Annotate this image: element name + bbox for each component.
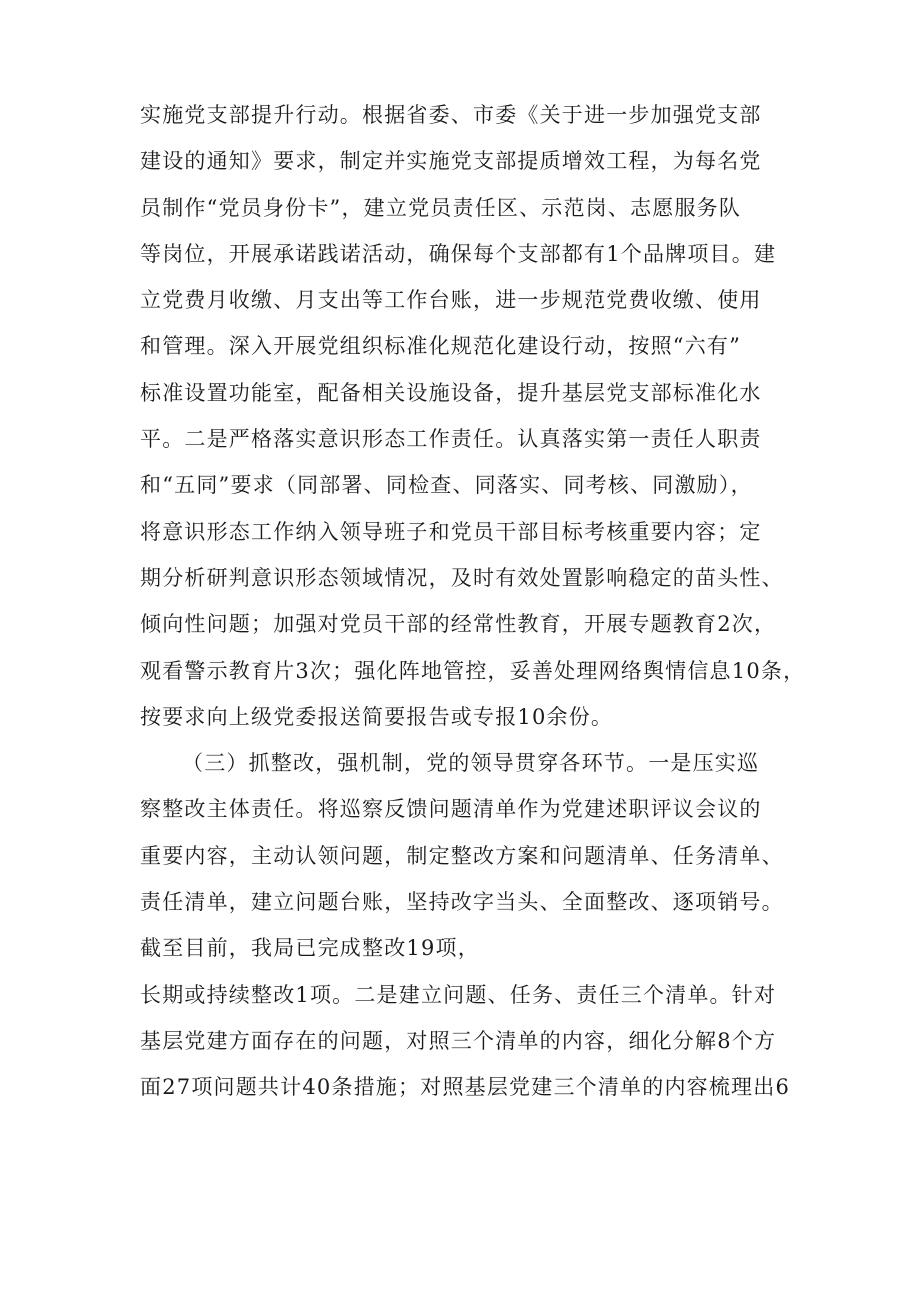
text-line: 察整改主体责任。将巡察反馈问题清单作为党建述职评议会议的 xyxy=(140,797,762,822)
text-line: 按要求向上级党委报送简要报告或专报10余份。 xyxy=(140,704,614,729)
text-line: 将意识形态工作纳入领导班子和党员干部目标考核重要内容；定 xyxy=(140,519,762,544)
text-line: 责任清单，建立问题台账，坚持改字当头、全面整改、逐项销号。 xyxy=(140,890,784,915)
body-text xyxy=(140,92,806,1111)
text-line: 建设的通知》要求，制定并实施党支部提质增效工程，为每名党 xyxy=(140,149,762,174)
text-line: 长期或持续整改1项。二是建立问题、任务、责任三个清单。针对 xyxy=(140,982,777,1007)
text-line: 观看警示教育片3次；强化阵地管控，妥善处理网络舆情信息10条， xyxy=(140,658,806,683)
text-line: 立党费月收缴、月支出等工作台账，进一步规范党费收缴、使用 xyxy=(140,288,762,313)
text-line: 和“五同”要求（同部署、同检查、同落实、同考核、同激励）， xyxy=(140,473,753,498)
text-line: 等岗位，开展承诺践诺活动，确保每个支部都有1个品牌项目。建 xyxy=(140,241,777,266)
text-line: 期分析研判意识形态领域情况，及时有效处置影响稳定的苗头性、 xyxy=(140,565,784,590)
text-line: 和管理。深入开展党组织标准化规范化建设行动，按照“六有” xyxy=(140,334,742,359)
text-line: 标准设置功能室，配备相关设施设备，提升基层党支部标准化水 xyxy=(140,380,762,405)
text-line: 倾向性问题；加强对党员干部的经常性教育，开展专题教育2次， xyxy=(140,612,777,637)
text-line: 员制作“党员身份卡”，建立党员责任区、示范岗、志愿服务队 xyxy=(140,195,742,220)
text-line: 截至目前，我局已完成整改19项， xyxy=(140,936,480,961)
text-line: 平。二是严格落实意识形态工作责任。认真落实第一责任人职责 xyxy=(140,427,762,452)
text-line: 重要内容，主动认领问题，制定整改方案和问题清单、任务清单、 xyxy=(140,843,784,868)
text-line: 面27项问题共计40条措施；对照基层党建三个清单的内容梳理出6 xyxy=(140,1075,791,1100)
text-line: 基层党建方面存在的问题，对照三个清单的内容，细化分解8个方 xyxy=(140,1028,777,1053)
text-line: 实施党支部提升行动。根据省委、市委《关于进一步加强党支部 xyxy=(140,103,762,127)
section-heading-line: （三）抓整改，强机制，党的领导贯穿各环节。一是压实巡 xyxy=(182,751,760,776)
